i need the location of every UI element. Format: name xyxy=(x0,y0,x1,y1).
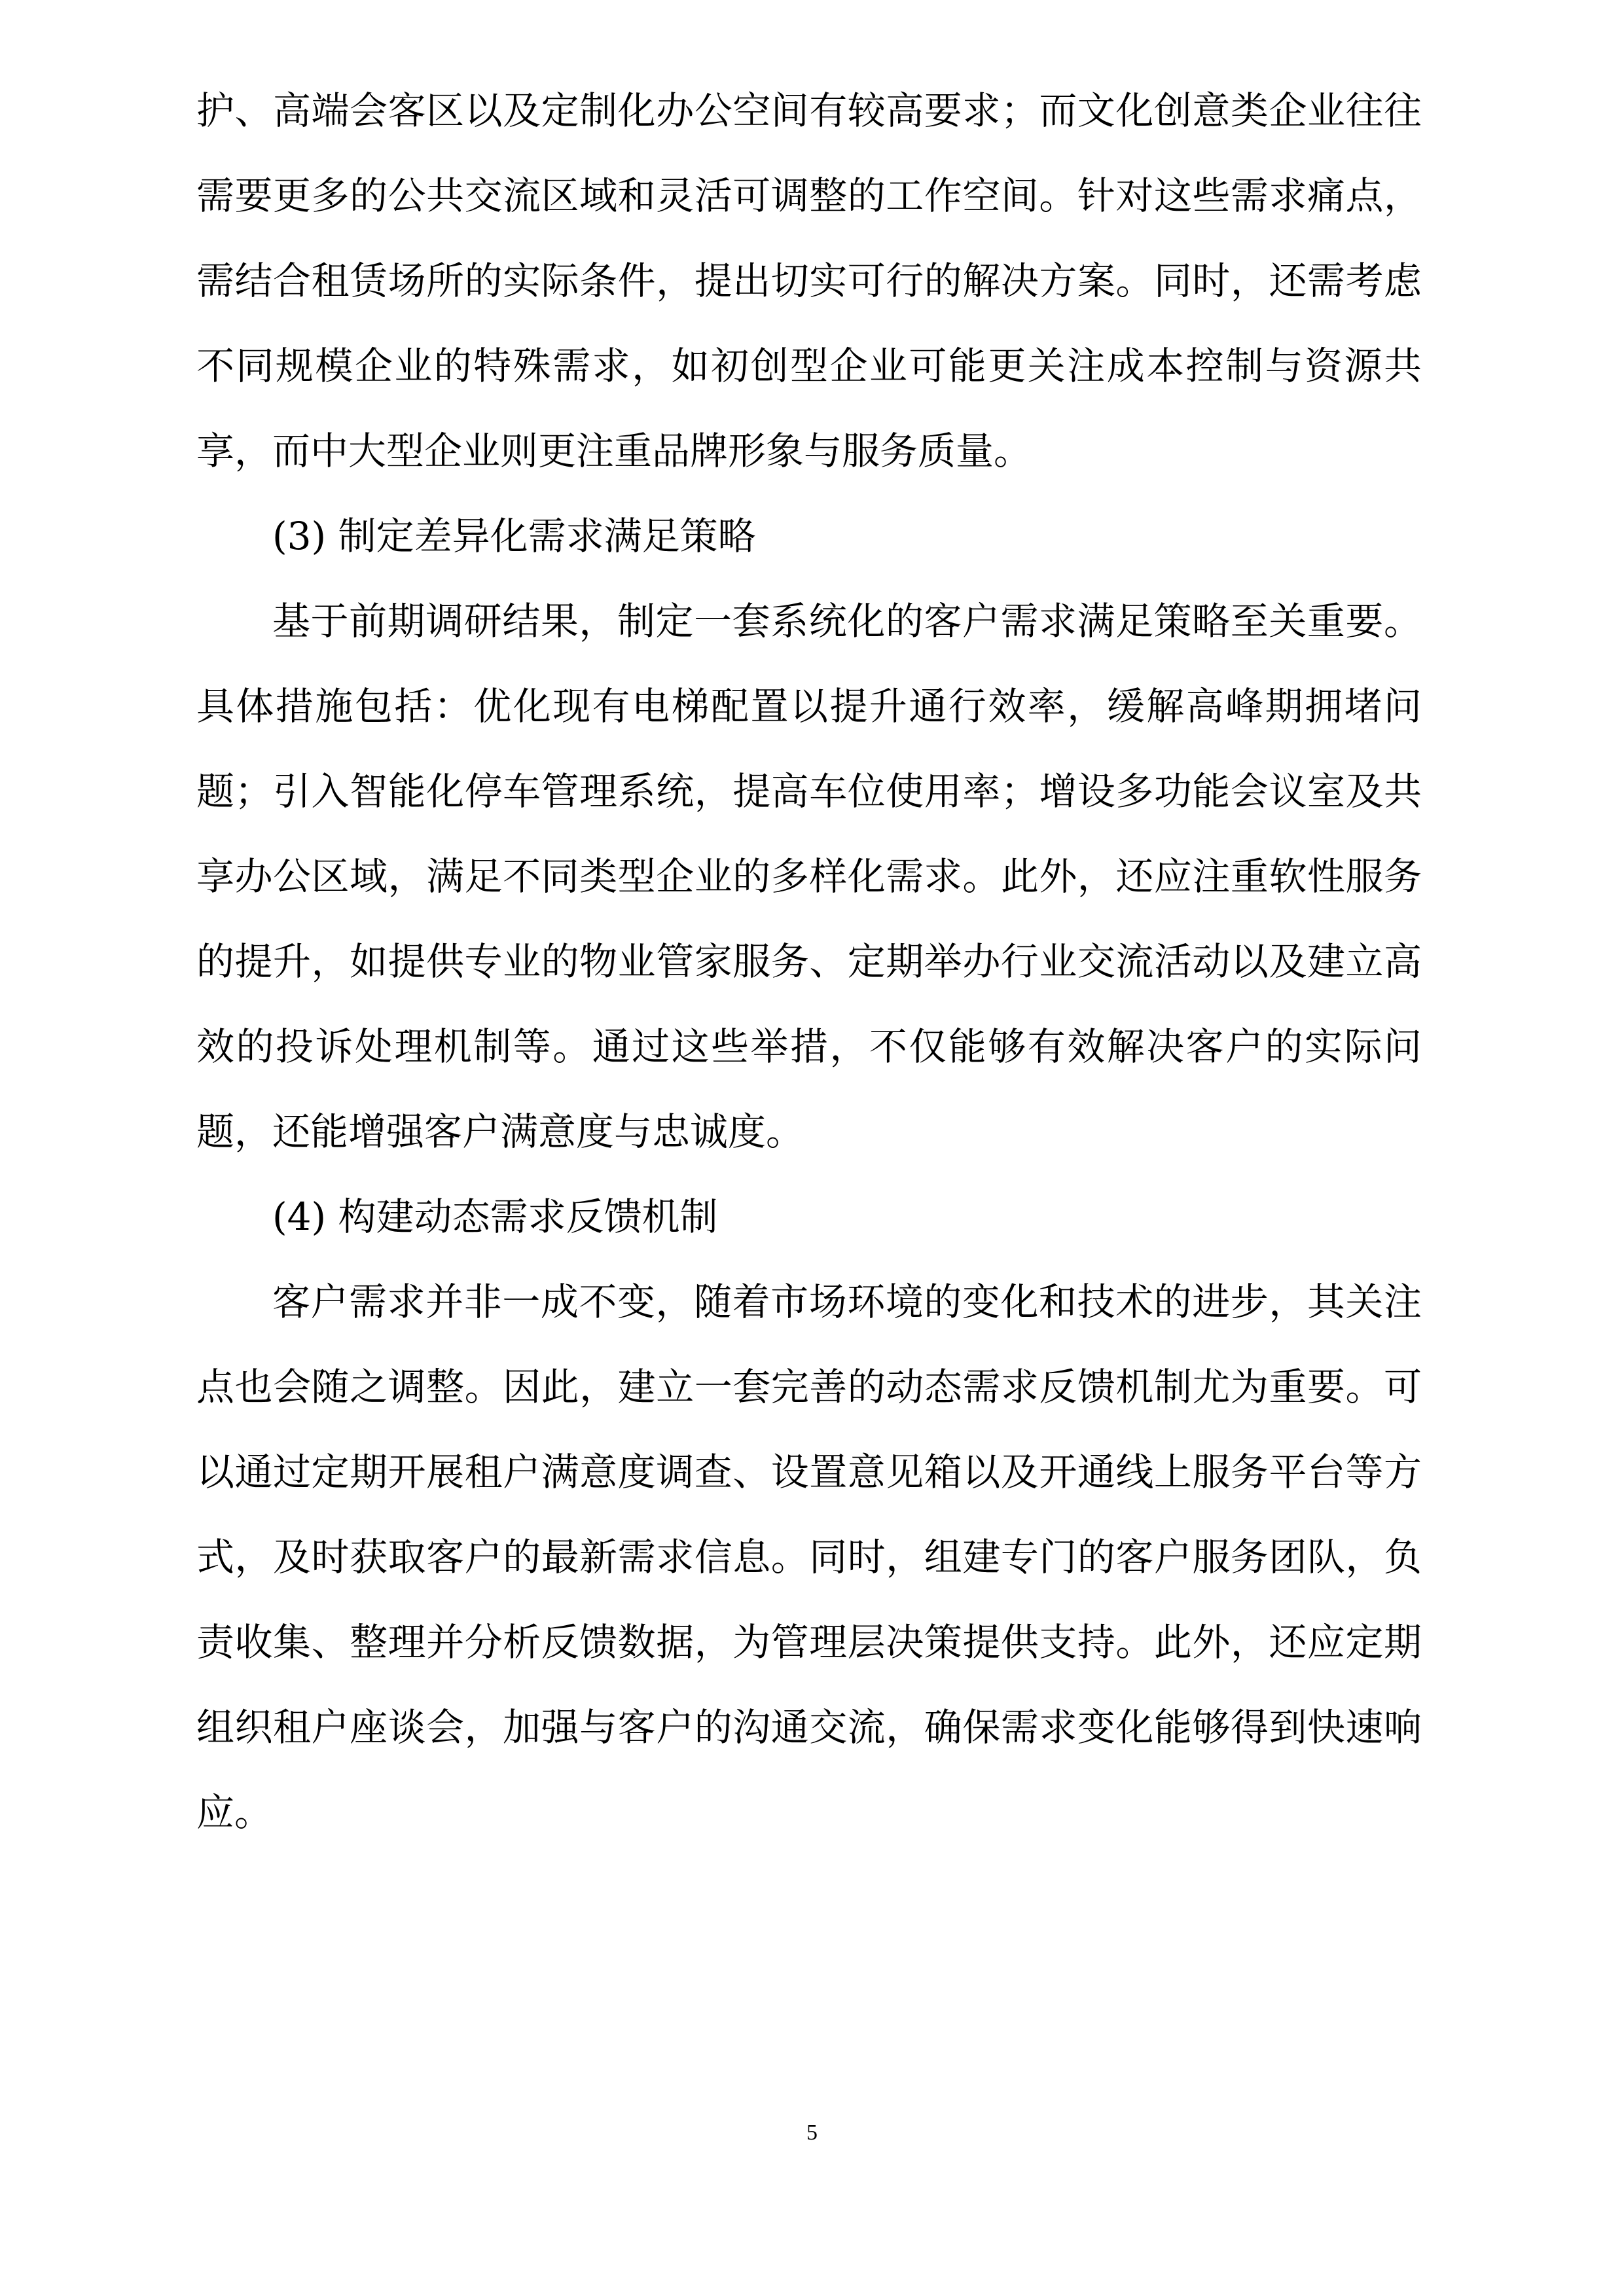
paragraph xyxy=(196,1259,1422,1855)
section-heading: (3) 制定差异化需求满足策略 xyxy=(272,514,756,558)
document-body xyxy=(196,68,1422,1855)
text-line: 题；引入智能化停车管理系统，提高车位使用率；增设多功能会议室及共 xyxy=(196,769,1422,814)
text-line: 客户需求并非一成不变，随着市场环境的变化和技术的进步，其关注 xyxy=(272,1280,1422,1324)
text-line: 组织租户座谈会，加强与客户的沟通交流，确保需求变化能够得到快速响 xyxy=(196,1705,1422,1749)
text-line: 具体措施包括：优化现有电梯配置以提升通行效率，缓解高峰期拥堵问 xyxy=(196,684,1422,728)
text-line: 以通过定期开展租户满意度调查、设置意见箱以及开通线上服务平台等方 xyxy=(196,1450,1422,1494)
paragraph xyxy=(196,68,1422,493)
page-number: 5 xyxy=(806,2121,818,2145)
text-line: 需结合租赁场所的实际条件，提出切实可行的解决方案。同时，还需考虑 xyxy=(196,259,1422,303)
text-line: 题，还能增强客户满意度与忠诚度。 xyxy=(196,1109,804,1154)
text-line: 享，而中大型企业则更注重品牌形象与服务质量。 xyxy=(196,429,1032,473)
section-heading: (4) 构建动态需求反馈机制 xyxy=(272,1194,718,1239)
text-line: 需要更多的公共交流区域和灵活可调整的工作空间。针对这些需求痛点， xyxy=(196,173,1422,218)
text-line: 式，及时获取客户的最新需求信息。同时，组建专门的客户服务团队，负 xyxy=(196,1535,1422,1579)
text-line: 基于前期调研结果，制定一套系统化的客户需求满足策略至关重要。 xyxy=(272,599,1422,643)
text-line: 的提升，如提供专业的物业管家服务、定期举办行业交流活动以及建立高 xyxy=(196,939,1422,984)
text-line: 应。 xyxy=(196,1790,273,1835)
text-line: 效的投诉处理机制等。通过这些举措，不仅能够有效解决客户的实际问 xyxy=(196,1024,1422,1069)
text-line: 护、高端会客区以及定制化办公空间有较高要求；而文化创意类企业往往 xyxy=(196,88,1422,133)
text-line: 点也会随之调整。因此，建立一套完善的动态需求反馈机制尤为重要。可 xyxy=(196,1365,1422,1409)
paragraph xyxy=(196,579,1422,1174)
text-line: 责收集、整理并分析反馈数据，为管理层决策提供支持。此外，还应定期 xyxy=(196,1620,1422,1664)
text-line: 不同规模企业的特殊需求，如初创型企业可能更关注成本控制与资源共 xyxy=(196,344,1422,388)
text-line: 享办公区域，满足不同类型企业的多样化需求。此外，还应注重软性服务 xyxy=(196,854,1422,899)
